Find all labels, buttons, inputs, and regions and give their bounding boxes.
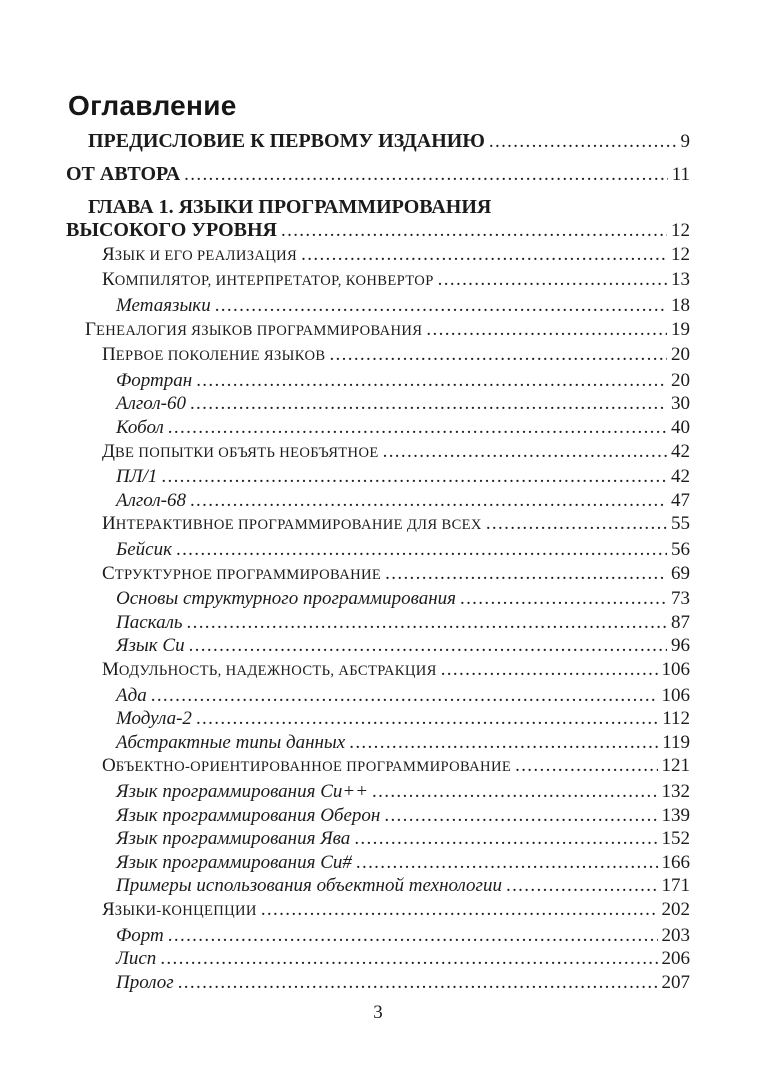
toc-entry (66, 587, 690, 611)
toc-entry-label: Пролог (116, 971, 174, 993)
toc-entry-smallcaps: ЕНЕАЛОГИЯ ЯЗЫКОВ ПРОГРАММИРОВАНИЯ (95, 322, 423, 339)
toc-entry-label: Язык программирования Оберон (116, 804, 381, 826)
toc-list (66, 130, 690, 995)
toc-entry (66, 971, 690, 995)
toc-entry (66, 634, 690, 658)
toc-entry-page: 19 (671, 318, 690, 340)
toc-entry-label (66, 898, 257, 924)
toc-entry (66, 827, 690, 851)
toc-entry-label: Модула-2 (116, 708, 192, 730)
toc-leader-dots (354, 827, 657, 851)
toc-entry-label: Язык программирования Ява (116, 828, 351, 850)
toc-entry-label: Форт (116, 924, 164, 946)
toc-entry (66, 707, 690, 731)
toc-entry-label: Алгол-60 (116, 393, 186, 415)
toc-entry-initial: Я (102, 243, 115, 265)
toc-entry-page: 42 (671, 440, 690, 462)
toc-entry-label (66, 562, 381, 588)
toc-entry-smallcaps: ЕРВОЕ ПОКОЛЕНИЕ ЯЗЫКОВ (115, 348, 326, 365)
toc-entry-label: Кобол (116, 417, 164, 439)
toc-entry-page: 112 (662, 708, 690, 730)
toc-entry-initial: К (102, 269, 115, 291)
toc-entry-initial: О (102, 755, 116, 777)
toc-entry (66, 465, 690, 489)
toc-entry-initial: Д (102, 440, 115, 462)
toc-leader-dots (383, 440, 667, 464)
toc-entry-label: Основы структурного программирования (116, 588, 456, 610)
toc-leader-dots (151, 684, 658, 708)
toc-entry (66, 440, 690, 466)
toc-leader-dots (489, 130, 677, 154)
toc-entry-page: 13 (671, 269, 690, 291)
toc-entry-label: Абстрактные типы данных (116, 731, 346, 753)
toc-leader-dots (190, 489, 667, 513)
toc-leader-dots (215, 294, 667, 318)
toc-leader-dots (184, 163, 668, 187)
toc-entry-smallcaps: НТЕРАКТИВНОЕ ПРОГРАММИРОВАНИЕ ДЛЯ ВСЕХ (115, 517, 482, 534)
toc-entry-page: 9 (680, 130, 690, 152)
toc-entry (66, 243, 690, 269)
toc-entry (66, 874, 690, 898)
toc-leader-dots (426, 318, 667, 342)
toc-entry-label (66, 512, 482, 538)
toc-entry-page: 152 (661, 828, 690, 850)
toc-leader-dots (486, 512, 667, 536)
toc-entry-label: ПРЕДИСЛОВИЕ К ПЕРВОМУ ИЗДАНИЮ (88, 129, 485, 152)
toc-entry-label: Язык программирования Си++ (116, 780, 369, 802)
toc-leader-dots (438, 268, 667, 292)
toc-entry-initial: П (102, 344, 116, 366)
toc-entry-smallcaps: ВЕ ПОПЫТКИ ОБЪЯТЬ НЕОБЪЯТНОЕ (114, 444, 379, 461)
toc-entry-page: 96 (671, 635, 690, 657)
toc-leader-dots (189, 634, 667, 658)
toc-entry-page: 30 (671, 393, 690, 415)
toc-entry-smallcaps: ОДУЛЬНОСТЬ, НАДЕЖНОСТЬ, АБСТРАКЦИЯ (118, 662, 437, 679)
toc-entry-page: 206 (661, 948, 690, 970)
toc-entry (66, 343, 690, 369)
toc-entry-page: 132 (661, 780, 690, 802)
toc-entry-page: 40 (671, 417, 690, 439)
toc-entry (66, 538, 690, 562)
toc-entry-page: 69 (671, 562, 690, 584)
toc-entry (66, 898, 690, 924)
toc-entry (66, 369, 690, 393)
toc-entry (66, 219, 690, 243)
toc-entry-page: 203 (661, 924, 690, 946)
toc-entry-page: 47 (671, 489, 690, 511)
toc-entry (66, 754, 690, 780)
toc-entry-label: Ада (116, 684, 147, 706)
toc-entry-initial: Г (85, 318, 96, 340)
toc-leader-dots (160, 947, 657, 971)
toc-entry (66, 562, 690, 588)
toc-entry-label (66, 243, 297, 269)
toc-entry (66, 294, 690, 318)
toc-entry-label: ПЛ/1 (116, 466, 158, 488)
toc-entry-smallcaps: ТРУКТУРНОЕ ПРОГРАММИРОВАНИЕ (114, 566, 382, 583)
toc-entry (66, 684, 690, 708)
toc-entry-label: ВЫСОКОГО УРОВНЯ (66, 219, 277, 242)
toc-entry-page: 87 (671, 611, 690, 633)
toc-leader-dots (168, 924, 658, 948)
toc-entry (66, 947, 690, 971)
toc-leader-dots (178, 971, 658, 995)
toc-leader-dots (161, 465, 667, 489)
toc-entry-label: Бейсик (116, 539, 172, 560)
toc-leader-dots (515, 754, 657, 778)
toc-entry-label: Лисп (116, 948, 157, 970)
toc-entry-label: Метаязыки (116, 295, 211, 317)
toc-entry (66, 924, 690, 948)
toc-entry (66, 780, 690, 804)
toc-entry-page: 171 (661, 875, 690, 897)
toc-entry-label (66, 754, 511, 780)
toc-entry-label: Язык Си (116, 635, 185, 657)
toc-entry (66, 611, 690, 635)
toc-entry-page: 12 (671, 243, 690, 265)
toc-entry-label (66, 658, 437, 684)
toc-entry-page: 106 (661, 684, 690, 706)
toc-entry-label (66, 343, 325, 369)
toc-entry (66, 268, 690, 294)
toc-leader-dots (261, 898, 658, 922)
toc-leader-dots (372, 780, 657, 804)
toc-leader-dots (301, 243, 667, 267)
toc-entry-smallcaps: ОМПИЛЯТОР, ИНТЕРПРЕТАТОР, КОНВЕРТОР (114, 273, 434, 290)
toc-entry-initial: С (102, 562, 115, 584)
toc-entry-page: 20 (671, 369, 690, 391)
toc-leader-dots (384, 804, 657, 828)
toc-entry-label: ОТ АВТОРА (66, 162, 181, 185)
toc-leader-dots (356, 851, 658, 875)
toc-entry-initial: И (102, 513, 116, 535)
toc-leader-dots (168, 416, 667, 440)
toc-leader-dots (385, 562, 667, 586)
toc-entry-smallcaps: ЗЫКИ-КОНЦЕПЦИИ (114, 902, 257, 919)
toc-entry-label: Алгол-68 (116, 489, 186, 511)
toc-entry (66, 130, 690, 154)
toc-leader-dots (187, 611, 668, 635)
toc-entry-page: 119 (662, 731, 690, 753)
toc-entry-smallcaps: ЗЫК И ЕГО РЕАЛИЗАЦИЯ (114, 247, 298, 264)
toc-entry (66, 512, 690, 538)
toc-entry-label: ГЛАВА 1. ЯЗЫКИ ПРОГРАММИРОВАНИЯ (88, 195, 492, 218)
toc-leader-dots (329, 343, 667, 367)
toc-entry-label (66, 440, 379, 466)
toc-entry-page: 121 (661, 755, 690, 777)
toc-entry-page: 106 (661, 658, 690, 680)
toc-entry (66, 392, 690, 416)
toc-entry-page: 11 (671, 163, 690, 185)
toc-entry-page: 207 (661, 971, 690, 993)
toc-leader-dots (460, 587, 667, 611)
toc-entry-page: 166 (661, 851, 690, 873)
toc-entry-label: Фортран (116, 369, 193, 391)
page-title: Оглавление (68, 90, 237, 121)
toc-entry-page: 55 (671, 513, 690, 535)
toc-leader-dots (190, 392, 667, 416)
toc-leader-dots (281, 219, 667, 243)
toc-entry-label (66, 318, 422, 344)
toc-entry (66, 489, 690, 513)
toc-entry-page: 42 (671, 466, 690, 488)
toc-entry (66, 851, 690, 875)
toc-leader-dots (196, 707, 658, 731)
toc-entry (66, 658, 690, 684)
toc-entry-page: 202 (661, 898, 690, 920)
toc-entry (66, 196, 690, 220)
toc-entry-smallcaps: БЪЕКТНО-ОРИЕНТИРОВАННОЕ ПРОГРАММИРОВАНИЕ (115, 759, 512, 776)
toc-entry-page: 20 (671, 344, 690, 366)
toc-entry (66, 804, 690, 828)
toc-leader-dots (441, 658, 658, 682)
toc-entry-label (66, 268, 434, 294)
toc-leader-dots (349, 731, 658, 755)
toc-entry-page: 18 (671, 295, 690, 317)
toc-entry-page: 12 (671, 220, 690, 242)
toc-entry-page: 139 (661, 804, 690, 826)
toc-entry (66, 163, 690, 187)
toc-entry-label: Примеры использования объектной технологии (116, 875, 502, 897)
toc-entry (66, 318, 690, 344)
toc-leader-dots (176, 538, 667, 562)
toc-entry (66, 731, 690, 755)
toc-entry (66, 416, 690, 440)
toc-entry-page: 73 (671, 588, 690, 610)
toc-leader-dots (506, 874, 658, 898)
toc-entry-initial: М (102, 658, 119, 680)
toc-leader-dots (196, 369, 667, 393)
toc-entry-initial: Я (102, 898, 115, 920)
toc-entry-label: Паскаль (116, 611, 183, 633)
toc-entry-label: Язык программирования Си# (116, 851, 352, 873)
footer-page-number: 3 (373, 1002, 383, 1024)
toc-entry-page: 56 (671, 539, 690, 560)
